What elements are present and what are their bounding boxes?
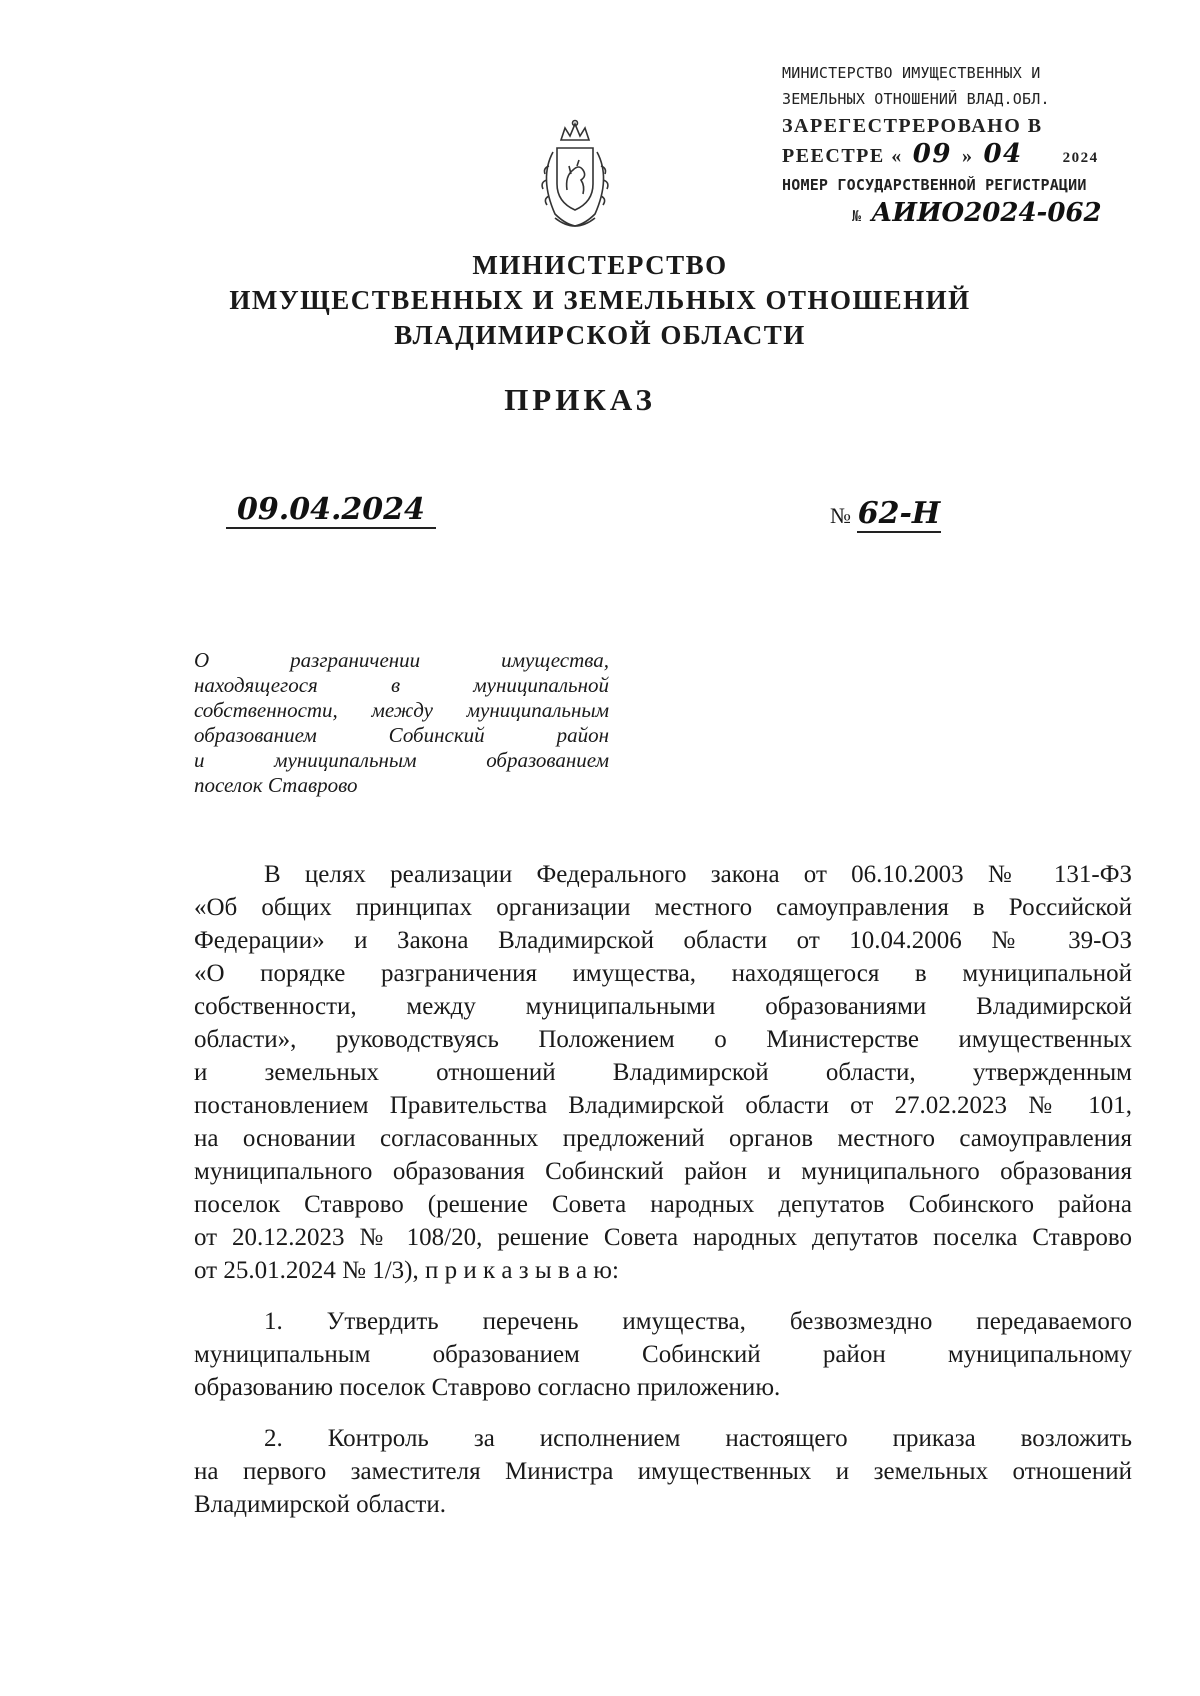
body-line: собственности, между муниципальными образованиями Владимирской (194, 993, 1132, 1020)
stamp-registry-date: РЕЕСТРЕ « 09 » 04 2024 (782, 140, 1122, 172)
stamp-registry-prefix: РЕЕСТРЕ « (782, 145, 903, 167)
ministry-title-line: МИНИСТЕРСТВО (472, 250, 728, 280)
order-number-field (830, 496, 941, 533)
stamp-reg-number-row (782, 198, 1122, 229)
body-line: области», руководствуясь Положением о Министерстве имущественных (194, 1026, 1132, 1053)
body-line: Владимирской области. (194, 1491, 446, 1518)
body-line: В целях реализации Федерального закона от 06.10.2003 № 131-ФЗ (264, 861, 1132, 888)
stamp-reg-day: 09 (912, 139, 952, 169)
order-date: 09.04.2024 (237, 492, 425, 527)
body-line: «Об общих принципах организации местного самоуправления в Российской (194, 894, 1132, 921)
body-line: и земельных отношений Владимирской области, утвержденным (194, 1059, 1132, 1086)
body-line: 1. Утвердить перечень имущества, безвозмездно передаваемого (264, 1308, 1132, 1335)
stamp-reg-year: 2024 (1062, 150, 1099, 166)
document-type-heading: ПРИКАЗ (504, 382, 656, 417)
stamp-number-sign: № (852, 207, 862, 225)
subject-line: образованием Собинский район (194, 723, 609, 747)
ministry-title (0, 248, 1200, 353)
coat-of-arms-emblem (525, 118, 625, 238)
subject-line: и муниципальным образованием (194, 748, 609, 772)
preamble-paragraph (194, 858, 1132, 1287)
subject-line: О разграничении имущества, (194, 648, 609, 672)
subject-line: собственности, между муниципальным (194, 698, 609, 722)
body-line: на основании согласованных предложений органов местного самоуправления (194, 1125, 1132, 1152)
stamp-line: НОМЕР ГОСУДАРСТВЕННОЙ РЕГИСТРАЦИИ (782, 176, 1087, 194)
body-line: муниципальным образованием Собинский район муниципальному (194, 1341, 1132, 1368)
body-line: муниципального образования Собинский район и муниципального образования (194, 1158, 1132, 1185)
registration-stamp (782, 60, 1122, 229)
body-line: от 20.12.2023 № 108/20, решение Совета народных депутатов поселка Ставрово (194, 1224, 1132, 1251)
item-1-paragraph (194, 1305, 1132, 1404)
item-2-paragraph (194, 1422, 1132, 1521)
body-line: образованию поселок Ставрово согласно приложению. (194, 1374, 781, 1401)
body-line: от 25.01.2024 № 1/3), п р и к а з ы в а ю: (194, 1257, 619, 1284)
stamp-reg-number: АИИО2024-062 (871, 198, 1102, 228)
order-date-field (226, 492, 436, 529)
order-number-underline (857, 496, 941, 533)
ministry-title-line: ВЛАДИМИРСКОЙ ОБЛАСТИ (394, 320, 806, 350)
stamp-reg-month: 04 (983, 139, 1023, 169)
number-sign: № (830, 503, 851, 528)
order-number: 62-Н (857, 496, 941, 531)
stamp-line: МИНИСТЕРСТВО ИМУЩЕСТВЕННЫХ И (782, 64, 1041, 82)
body-line: на первого заместителя Министра имущественных и земельных отношений (194, 1458, 1132, 1485)
ministry-title-line: ИМУЩЕСТВЕННЫХ И ЗЕМЕЛЬНЫХ ОТНОШЕНИЙ (229, 285, 971, 315)
subject-line: находящегося в муниципальной (194, 673, 609, 697)
order-body (194, 858, 1132, 1521)
order-subject (194, 648, 609, 798)
subject-line: поселок Ставрово (194, 773, 358, 797)
body-line: постановлением Правительства Владимирской области от 27.02.2023 № 101, (194, 1092, 1132, 1119)
body-line: Федерации» и Закона Владимирской области от 10.04.2006 № 39-ОЗ (194, 927, 1132, 954)
body-line: поселок Ставрово (решение Совета народных депутатов Собинского района (194, 1191, 1132, 1218)
body-line: «О порядке разграничения имущества, находящегося в муниципальной (194, 960, 1132, 987)
stamp-registered: ЗАРЕГЕСТРЕРОВАНО В (782, 115, 1043, 137)
stamp-line: ЗЕМЕЛЬНЫХ ОТНОШЕНИЙ ВЛАД.ОБЛ. (782, 90, 1050, 108)
body-line: 2. Контроль за исполнением настоящего приказа возложить (264, 1425, 1132, 1452)
